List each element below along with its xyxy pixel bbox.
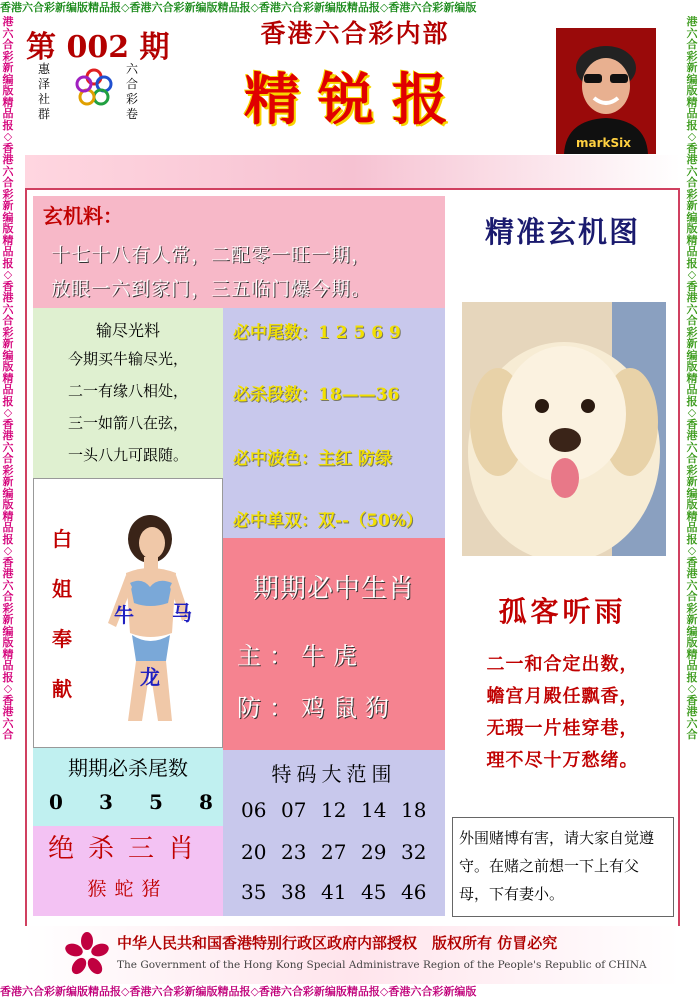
tema-title: 特码大范围 [271,762,397,786]
tema-number: 35 [241,880,267,904]
model-side-text: 白 [52,527,72,551]
tema-number: 32 [401,840,427,864]
guke-line: 无瑕一片桂穿巷， [486,718,639,739]
tema-number: 12 [321,798,347,822]
jueshas-title: 绝杀三肖 [47,834,208,864]
shujin-line: 一头八九可跟随。 [67,446,188,464]
guke-line: 蟾宫月殿任飘香， [486,686,639,707]
tema-number: 06 [241,798,267,822]
logo-right-text: 六合彩卷 [126,62,139,121]
shengxiao-main: 主：牛虎 [237,642,365,670]
warning-box: 外围赌博有害，请大家自觉遵守。在赌之前想一下上有父母，下有妻小。 [452,817,674,917]
xuanji-panel [33,196,445,308]
model-side-text: 奉 [52,627,72,651]
jueshas-animals: 猴蛇猪 [87,878,169,900]
tema-number: 45 [361,880,387,904]
page-title: 精锐报 [244,68,466,133]
tema-number: 14 [361,798,387,822]
weishu-number: 0 [49,790,63,814]
weishu-number: 5 [149,790,163,814]
tema-number: 46 [401,880,427,904]
shengxiao-panel [223,538,445,750]
weishu-number: 8 [199,790,213,814]
logo [36,62,166,130]
logo-left-text: 惠泽社群 [38,62,51,121]
subtitle: 香港六合彩内部 [260,19,450,48]
pink-band [25,155,680,191]
dog-icon [462,302,666,556]
guke-line: 理不尽十万愁绪。 [486,750,639,771]
puzzle-image [462,302,666,556]
xuanji-line-1: 十七十八有人常，二配零一旺一期， [51,244,372,266]
bauhinia-emblem-icon [65,932,109,976]
bizhong-danshuang: 必中单双：双--（50%） [233,511,423,531]
tema-number: 27 [321,840,347,864]
bizhong-duanshu: 必杀段数：18——36 [233,385,400,405]
tema-panel [223,750,445,916]
footer-cn: 中华人民共和国香港特别行政区政府内部授权 版权所有 仿冒必究 [117,934,558,952]
model-tag: 龙 [140,665,160,689]
model-side-text: 献 [52,677,72,701]
tema-number: 07 [281,798,307,822]
flower-logo-icon [74,68,114,108]
jueshas-panel [33,826,223,916]
shujin-line: 今期买牛输尽光， [67,350,188,368]
footer-en: The Government of the Hong Kong Special Administrave Region of the People's Republic of CHINA [117,959,647,971]
shujin-panel [33,308,223,478]
bizhong-weishu: 必中尾数：1 2 5 6 9 [233,323,401,343]
model-panel [33,478,223,748]
tema-number: 29 [361,840,387,864]
model-tag: 马 [172,601,192,625]
guke-title: 孤客听雨 [498,595,627,628]
top-border-text: 香港六合彩新编版精品报◇香港六合彩新编版精品报◇香港六合彩新编版精品报◇香港六合彩新编版 [0,1,477,14]
tema-number: 41 [321,880,347,904]
shengxiao-title: 期期必中生肖 [252,574,415,604]
guke-line: 二一和合定出数， [486,654,639,675]
shengxiao-fang: 防：鸡鼠狗 [237,694,397,722]
bizhong-panel [223,308,445,538]
footer [25,926,680,984]
weishu-number: 3 [99,790,113,814]
model-frame [33,478,223,748]
bottom-border-text: 香港六合彩新编版精品报◇香港六合彩新编版精品报◇香港六合彩新编版精品报◇香港六合彩新编版 [0,985,477,998]
shujin-line: 二一有缘八相处， [67,382,188,400]
xuanji-label: 玄机料： [43,204,123,228]
model-tag: 牛 [114,603,134,627]
left-border-text: 港六合彩新编版精品报◇香港六合彩新编版精品报◇香港六合彩新编版精品报◇香港六合彩新编版精品报◇香港六合彩新编版精品报◇香港六合 [2,16,14,741]
weishu-title: 期期必杀尾数 [68,756,188,780]
bizhong-bose: 必中波色：主红 防绿 [233,449,392,469]
issue-number: 第 002 期 [26,30,170,65]
tema-number: 20 [241,840,267,864]
right-border-text: 港六合彩新编版精品报◇香港六合彩新编版精品报◇香港六合彩新编版精品报◇香港六合彩新编版精品报◇香港六合彩新编版精品报◇香港六合 [686,16,698,741]
weishu-panel [33,748,223,826]
tema-number: 38 [281,880,307,904]
portrait-image [556,28,656,154]
xuanji-line-2: 放眼一六到家门，三五临门爆今期。 [51,278,372,300]
shujin-line: 三一如箭八在弦， [67,414,188,432]
model-side-text: 姐 [52,577,72,601]
tema-number: 23 [281,840,307,864]
tema-number: 18 [401,798,427,822]
jingzhun-title: 精准玄机图 [484,215,640,249]
shujin-title: 输尽光料 [95,321,160,340]
portrait-caption: markSix [576,136,631,150]
